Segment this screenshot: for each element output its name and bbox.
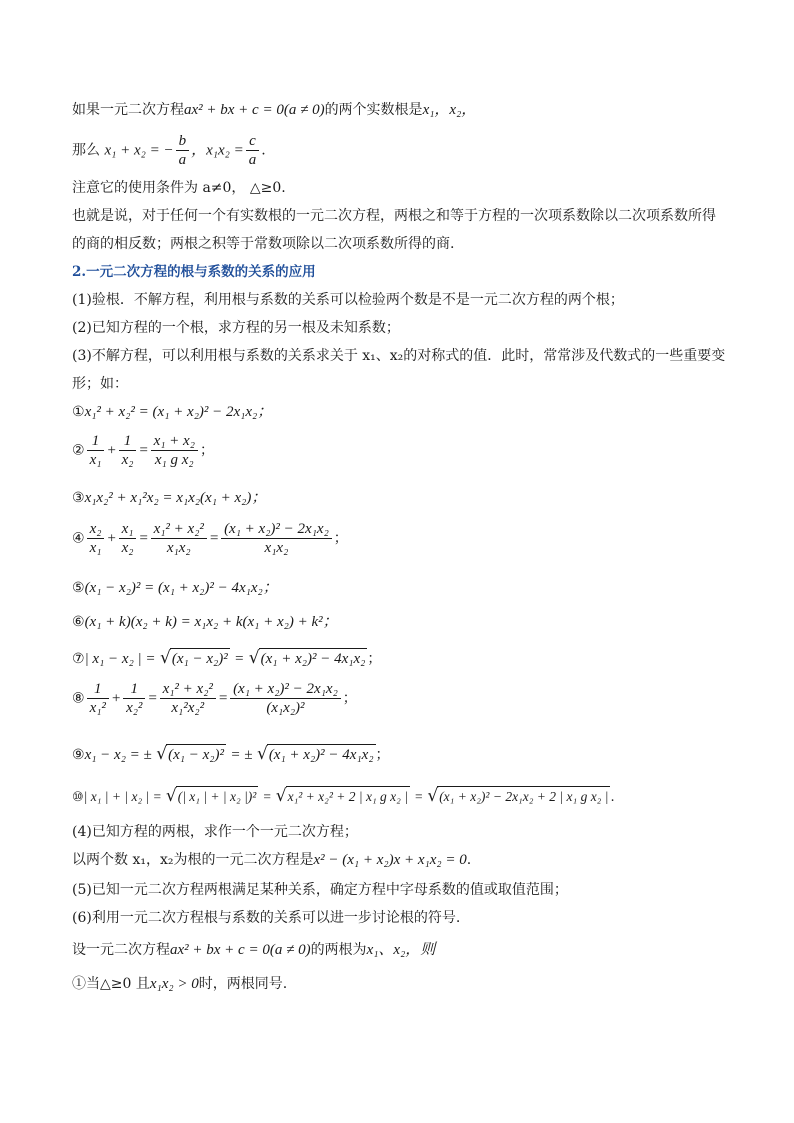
product-formula: ，x₁x₂ =	[191, 142, 244, 159]
text: 的两根为	[310, 942, 367, 958]
vieta-statement-line	[72, 100, 732, 120]
formula-4	[72, 520, 732, 564]
case-1-line	[72, 974, 732, 994]
text: 以两个数 x₁，x₂为根的一元二次方程是	[72, 852, 314, 868]
operator: +	[106, 530, 117, 547]
formula-part: | x₁ − x₂ | =	[84, 651, 156, 667]
explanation-line-2: 的商的相反数；两根之积等于常数项除以二次项系数所得的商.	[72, 236, 455, 252]
denominator: x₁²x₂²	[171, 700, 205, 716]
formula-expression: (x₁ − x₂)² = (x₁ + x₂)² − 4x₁x₂；	[84, 580, 278, 596]
numerator: x₁ + x₂	[151, 432, 198, 451]
fraction	[123, 680, 145, 717]
formula-part: x₁ − x₂ = ±	[84, 747, 152, 763]
sqrt-icon: √	[156, 744, 168, 764]
period: .	[261, 142, 266, 159]
fraction	[119, 520, 137, 557]
section-heading: 2.一元二次方程的根与系数的关系的应用	[72, 264, 316, 280]
fraction	[160, 680, 216, 717]
application-item-3-cont: 形；如：	[72, 376, 128, 392]
radicand: (x₁ − x₂)²	[170, 648, 230, 669]
condition-line: 注意它的使用条件为 a≠0， △≥0.	[72, 180, 286, 196]
application-item-5: (5)已知一元二次方程两根满足某种关系，确定方程中字母系数的值或取值范围；	[72, 882, 568, 898]
sqrt-icon: √	[256, 744, 268, 764]
operator: +	[106, 442, 117, 459]
numerator: x₁² + x₂²	[151, 520, 207, 539]
denominator: x₁	[89, 452, 102, 468]
constructed-equation: x² − (x₁ + x₂)x + x₁x₂ = 0	[313, 852, 467, 868]
circled-number: ①	[72, 404, 85, 420]
radicand: (x₁ + x₂)² − 2x₁x₂ + 2 | x₁ g x₂ |	[437, 786, 610, 807]
denominator: x₁²	[89, 700, 106, 716]
formula-6	[72, 612, 732, 632]
denominator: x₂	[121, 540, 134, 556]
sum-formula: x₁ + x₂ = −	[104, 142, 174, 159]
period: .	[466, 852, 472, 868]
formula-9	[72, 744, 732, 765]
circled-number: ⑥	[72, 614, 85, 630]
fraction	[87, 520, 105, 557]
circled-number: ②	[72, 442, 85, 459]
formula-expression: x₁x₂² + x₁²x₂ = x₁x₂(x₁ + x₂)；	[84, 490, 267, 506]
operator: =	[262, 789, 272, 804]
circled-number: ⑤	[72, 580, 85, 596]
formula-part: | x₁ | + | x₂ | =	[83, 789, 162, 804]
roots: x₁、x₂，则	[366, 942, 436, 958]
operator: = ±	[230, 747, 253, 763]
fraction	[221, 520, 332, 557]
vieta-formula-line	[72, 132, 732, 172]
operator: =	[208, 530, 220, 547]
fraction	[151, 432, 198, 469]
radicand: (| x₁ | + | x₂ |)²	[176, 786, 259, 807]
sqrt-icon: √	[165, 786, 177, 806]
radicand: x₁² + x₂² + 2 | x₁ g x₂ |	[286, 786, 410, 807]
numerator: (x₁ + x₂)² − 2x₁x₂	[221, 520, 332, 539]
text: 的两个实数根是	[324, 102, 423, 118]
fraction	[87, 432, 105, 469]
numerator: 1	[87, 680, 109, 699]
formula-expression: (x₁ + k)(x₂ + k) = x₁x₂ + k(x₁ + x₂) + k²；	[84, 614, 338, 630]
operator: =	[234, 651, 245, 667]
numerator: x₁	[119, 520, 137, 539]
semicolon: ；	[333, 530, 348, 547]
application-item-4: (4)已知方程的两根，求作一个一元二次方程；	[72, 824, 358, 840]
denominator: x₁ g x₂	[154, 452, 194, 468]
denominator: x₁	[89, 540, 102, 556]
circled-number: ⑨	[72, 747, 85, 763]
fraction	[87, 680, 109, 717]
text: 设一元二次方程	[72, 942, 170, 958]
circled-number: ⑦	[72, 651, 85, 667]
fraction	[119, 432, 137, 469]
semicolon: ；	[375, 747, 390, 763]
operator: =	[414, 789, 424, 804]
numerator: x₁² + x₂²	[160, 680, 216, 699]
denominator: a	[248, 152, 257, 168]
fraction	[230, 680, 341, 717]
application-item-6: (6)利用一元二次方程根与系数的关系可以进一步讨论根的符号.	[72, 910, 461, 926]
formula-10	[72, 786, 732, 808]
denominator: x₂²	[126, 700, 143, 716]
operator: =	[217, 690, 229, 707]
circled-number: ⑩	[72, 790, 84, 805]
circled-number: ③	[72, 490, 85, 506]
text: ①当△≥0 且	[72, 976, 150, 992]
operator: =	[138, 530, 149, 547]
sqrt-icon: √	[160, 648, 171, 668]
sqrt-icon: √	[248, 648, 260, 668]
numerator: 1	[87, 432, 105, 451]
numerator: x₂	[87, 520, 105, 539]
radicand: (x₁ + x₂)² − 4x₁x₂	[259, 648, 368, 669]
denominator: x₁x₂	[166, 540, 191, 556]
construct-equation-line	[72, 850, 732, 870]
operator: =	[147, 690, 158, 707]
numerator: b	[176, 132, 190, 151]
formula-1	[72, 402, 732, 422]
radicand: (x₁ − x₂)²	[166, 744, 226, 765]
fraction	[151, 520, 207, 557]
text: 那么	[72, 142, 100, 159]
period: .	[610, 790, 615, 805]
formula-2	[72, 432, 732, 472]
formula-expression: x₁² + x₂² = (x₁ + x₂)² − 2x₁x₂；	[84, 404, 273, 420]
sqrt-icon: √	[427, 786, 439, 806]
circled-number: ⑧	[72, 690, 85, 707]
fraction-b-over-a	[176, 132, 190, 169]
application-item-2: (2)已知方程的一个根，求方程的另一根及未知系数；	[72, 320, 400, 336]
radicand: (x₁ + x₂)² − 4x₁x₂	[267, 744, 376, 765]
circled-number: ④	[72, 530, 85, 547]
sqrt-icon: √	[275, 786, 287, 806]
formula-5	[72, 578, 732, 598]
text: 如果一元二次方程	[72, 102, 184, 118]
numerator: c	[246, 132, 260, 151]
application-item-1: (1)验根．不解方程，利用根与系数的关系可以检验两个数是不是一元二次方程的两个根；	[72, 292, 624, 308]
setup-line	[72, 940, 732, 960]
denominator: x₂	[121, 452, 134, 468]
denominator: x₁x₂	[264, 540, 289, 556]
semicolon: ；	[367, 651, 382, 667]
numerator: 1	[123, 680, 145, 699]
denominator: a	[178, 152, 187, 168]
denominator: (x₁x₂)²	[266, 700, 305, 716]
quadratic-equation: ax² + bx + c = 0(a ≠ 0)	[170, 942, 311, 958]
numerator: 1	[119, 432, 137, 451]
quadratic-equation: ax² + bx + c = 0(a ≠ 0)	[184, 102, 325, 118]
numerator: (x₁ + x₂)² − 2x₁x₂	[230, 680, 341, 699]
semicolon: ；	[342, 690, 357, 707]
condition-expression: x₁x₂ > 0	[149, 976, 199, 992]
formula-8	[72, 680, 732, 724]
formula-7	[72, 648, 732, 669]
explanation-line-1: 也就是说，对于任何一个有实数根的一元二次方程，两根之和等于方程的一次项系数除以二次项系数所得	[72, 208, 716, 224]
formula-3	[72, 488, 732, 508]
fraction-c-over-a	[246, 132, 260, 169]
operator: =	[138, 442, 149, 459]
semicolon: ；	[199, 442, 214, 459]
roots: x₁，x₂，	[422, 102, 477, 118]
text: 时，两根同号.	[198, 976, 288, 992]
application-item-3: (3)不解方程，可以利用根与系数的关系求关于 x₁、x₂的对称式的值．此时，常常涉及代数式的一些重要变	[72, 348, 726, 364]
operator: +	[110, 690, 122, 707]
